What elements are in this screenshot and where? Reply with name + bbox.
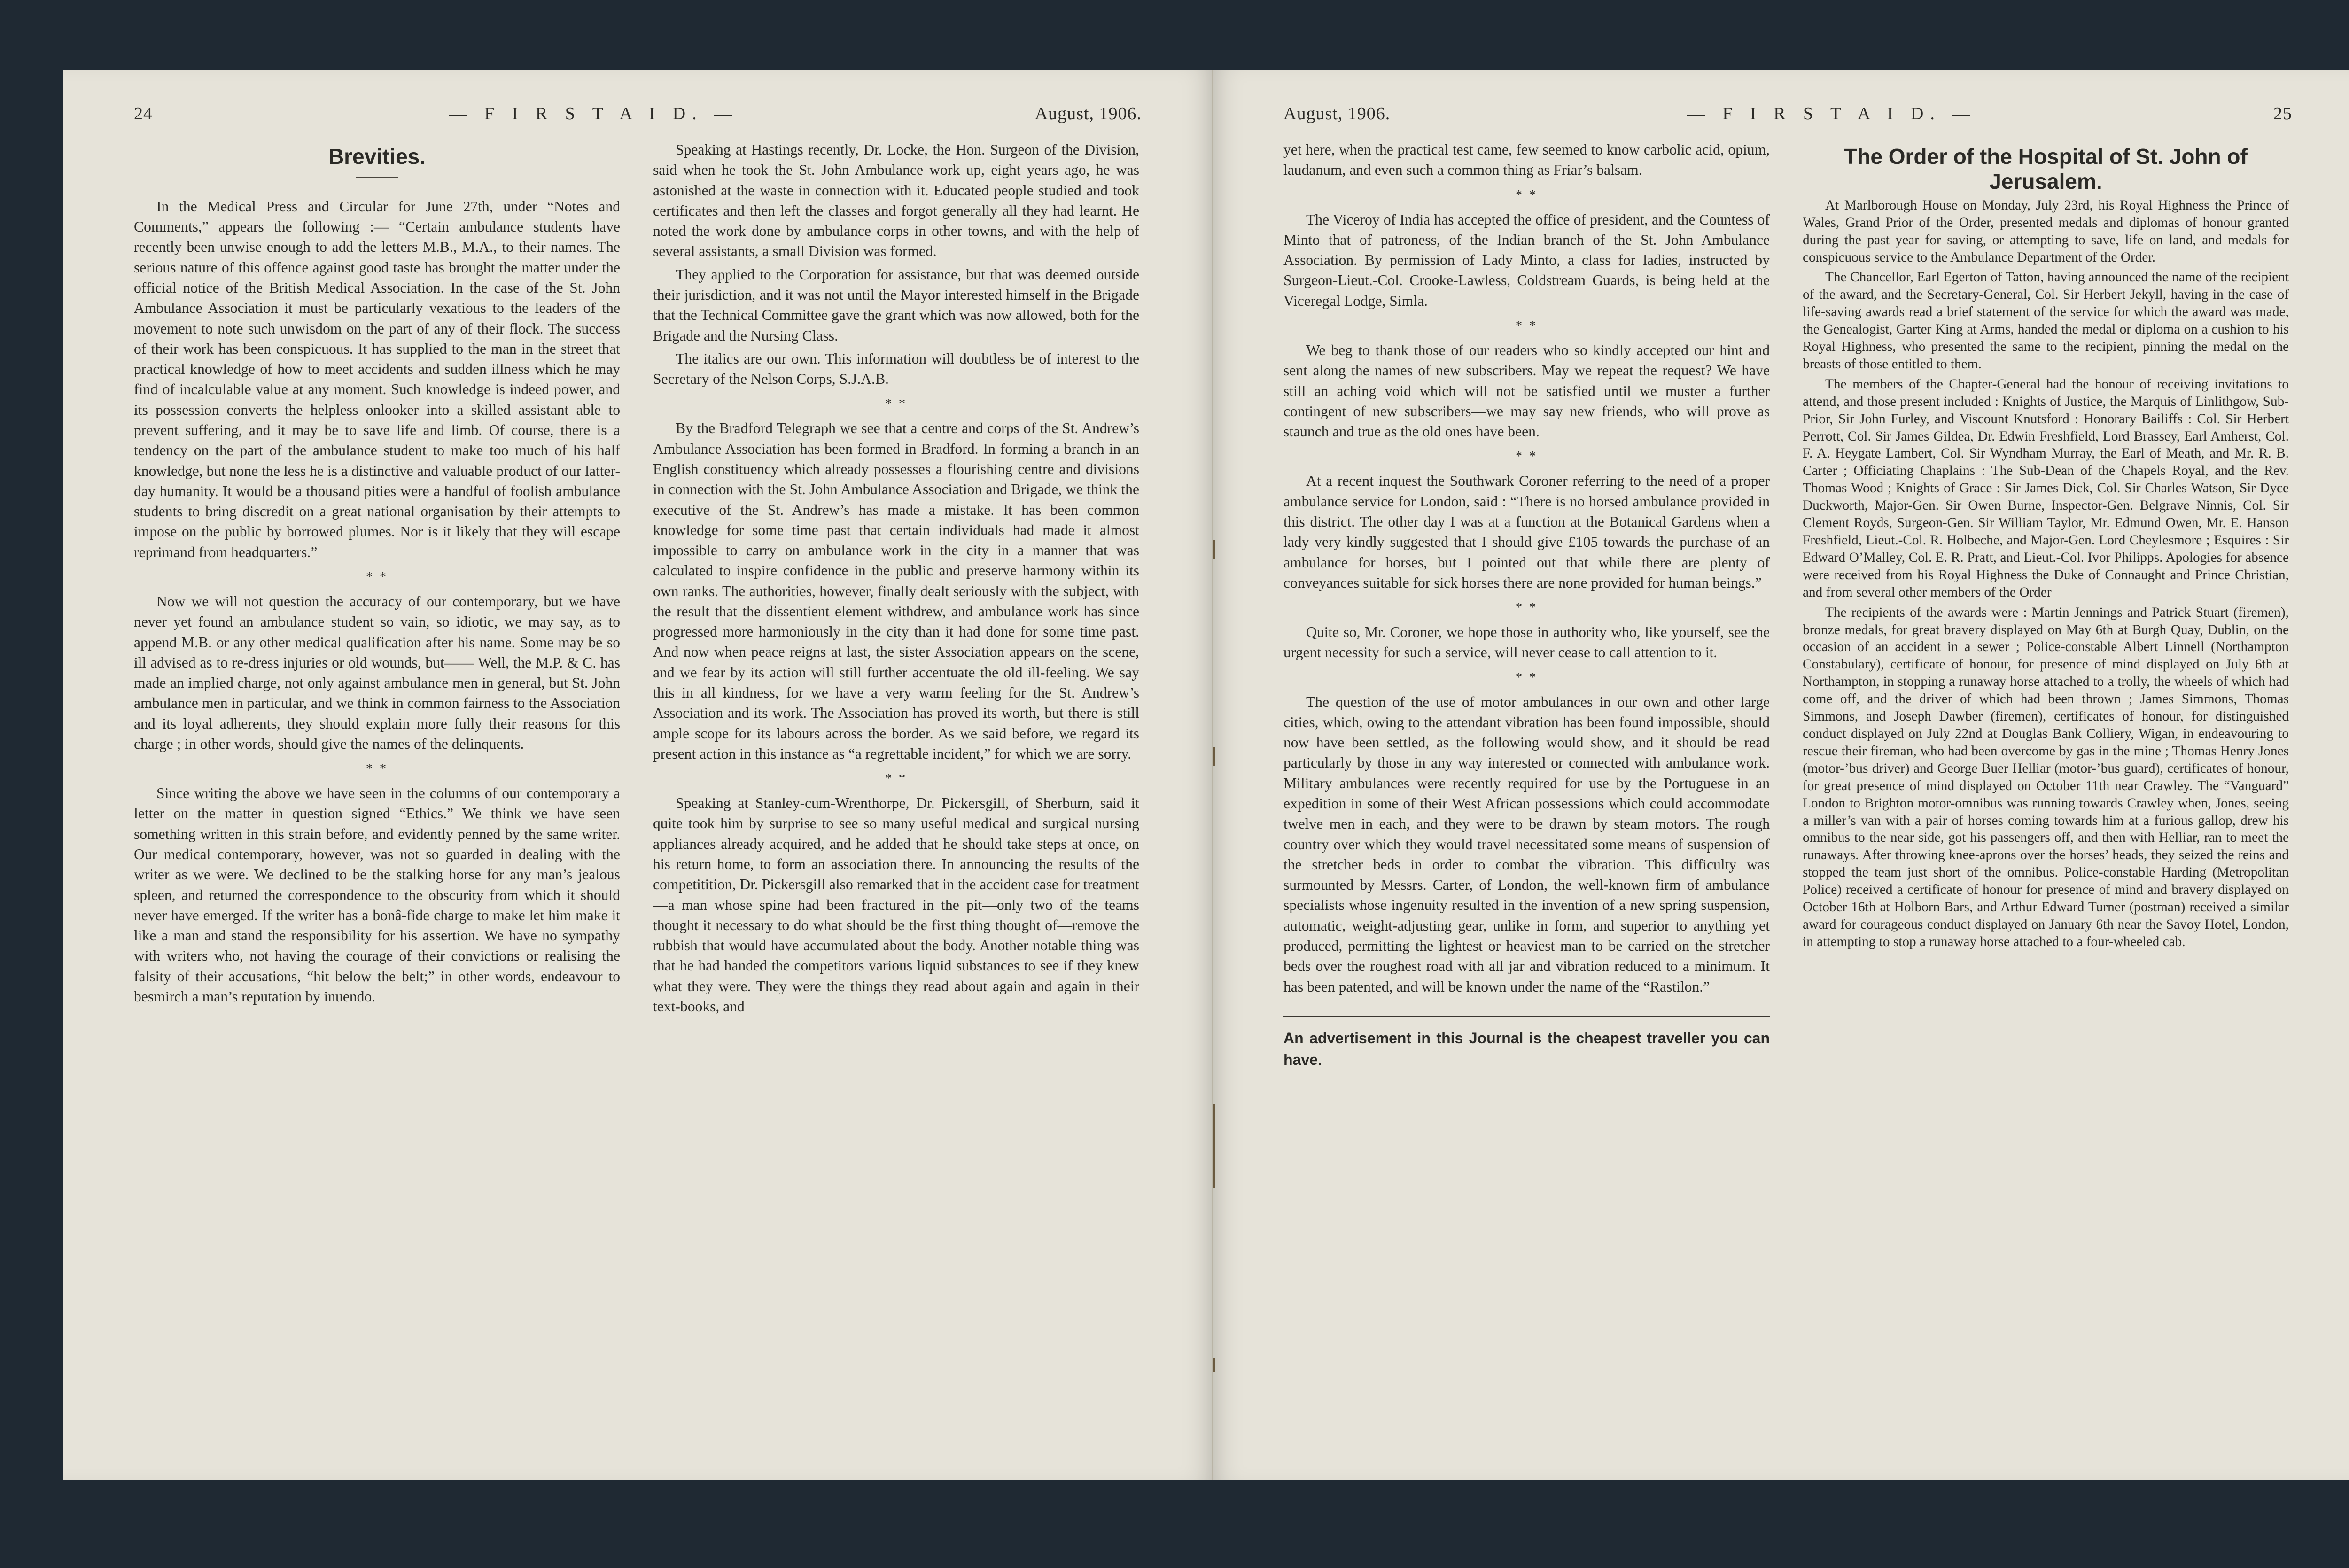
left-column-1 — [134, 140, 620, 1436]
issue-date: August, 1906. — [1034, 104, 1142, 124]
paragraph: Speaking at Stanley-cum-Wrenthorpe, Dr. Pickersgill, of Sherburn, said it quite took him by surprise to see so many useful medical and surgical nursing appliances already acquired, and he added that he should take steps at once, on his return home, to form an association there. In announcing the results of the competitition, Dr. Pickersgill also remarked that in the accident case for treatment—a man whose spine had been fractured in the pit—only two of the teams thought it necessary to do what should be the first thing thought of—remove the rubbish that would have accumulated about the body. Another notable thing was that he had handed the competitors various liquid substances to see if they knew what they were. They were the things they read about again and again in their text-books, and — [653, 795, 1139, 1015]
paragraph: The members of the Chapter-General had the honour of receiving invitations to attend, and those present included : Knights of Justice, the Marquis of Linlithgow, Sub-Prior, Sir John Furley, and Viscount Knutsford : Honorary Bailiffs : Col. Sir Herbert Perrott, Col. Sir James Gildea, Dr. Edwin Freshfield, Lord Brassey, Earl Amherst, Col. F. A. Heygate Lambert, Col. Sir Wyndham Murray, the Earl of Meath, and Mr. R. B. Carter ; Officiating Chaplains : The Sub-Dean of the Chapels Royal, and the Rev. Thomas Wood ; Knights of Grace : Sir James Dick, Col. Sir Charles Watson, Sir Dyce Duckworth, Major-Gen. Sir Owen Burne, Inspector-Gen. Belgrave Ninnis, Col. Sir Clement Royds, Surgeon-Gen. Sir William Taylor, Mr. Edmund Owen, Mr. E. Hanson Freshfield, Lieut.-Col. R. Holbeche, and Major-Gen. Lord Cheylesmore ; Esquires : Sir Edward O’Malley, Col. E. R. Pratt, and Lieut.-Col. Ivor Philipps. Apologies for absence were received from his Royal Highness the Duke of Connaught and Prince Christian, and from several other members of the Order — [1803, 376, 2289, 600]
section-title: The Order of the Hospital of St. John of Jerusalem. — [1844, 144, 2248, 194]
paragraph: Now we will not question the accuracy of our contemporary, but we have never yet found an ambulance student so vain, so idiotic, we may say, as to append M.B. or any other medical qualification after his name. Some may be so ill advised as to re-dress injuries or old wounds, but—— Well, the M.P. & C. has made an implied charge, not only against ambulance men in general, but St. John ambulance men in particular, and we think in common fairness to the Association and its loyal adherents, they should explain more fully their reasons for this charge ; in other words, should give the names of the delinquents. — [134, 593, 620, 752]
asterism: * * — [885, 771, 907, 786]
paragraph: In the Medical Press and Circular for June 27th, under “Notes and Comments,” appears the following :— “Certain ambulance students have recently been unwise enough to add the letters M.B., M.A., to their names. The serious nature of this offence against good taste has brought the matter under the official notice of the British Medical Association. In the case of the St. John Ambulance Association it must be particularly vexatious to the leaders of the movement to note such unwisdom on the part of any of their flock. The success of their work has been conspicuous. It has supplied to the man in the street that practical knowledge of how to meet accidents and sudden illness which he may find of incalculable value at any moment. Such knowledge is indeed power, and its possession converts the helpless onlooker into a skilled assistant able to prevent suffering, and it may be to save life and limb. Of course, there is a tendency on the part of the ambulance student to make too much of his half knowledge, but none the less he is a distinctive and valuable product of our latter-day humanity. It would be a thousand pities were a handful of foolish ambulance students to bring discredit on a great national organisation by their attempts to impose on the public by borrowed plumes. Nor is it likely that they will escape reprimand from headquarters.” — [134, 198, 620, 560]
journal-title: — F I R S T A I D. — — [449, 104, 739, 124]
journal-title: — F I R S T A I D. — — [1687, 104, 1977, 124]
paragraph: They applied to the Corporation for assistance, but that was deemed outside their jurisdiction, and it was not until the Mayor interested himself in the Brigade that the Technical Committee gave the grant which was now allowed, both for the Brigade and the Nursing Class. — [653, 266, 1139, 344]
asterism: * * — [885, 396, 907, 411]
asterism: * * — [1516, 187, 1538, 202]
page-number: 25 — [2273, 104, 2292, 124]
paragraph: Quite so, Mr. Coroner, we hope those in authority who, like yourself, see the urgent necessity for such a service, will never cease to call attention to it. — [1283, 624, 1770, 661]
paragraph: The Viceroy of India has accepted the office of president, and the Countess of Minto that of patroness, of the Indian branch of the St. John Ambulance Association. By permission of Lady Minto, a class for ladies, instructed by Surgeon-Lieut.-Col. Crooke-Lawless, Coldstream Guards, is being held at the Viceregal Lodge, Simla. — [1283, 211, 1770, 309]
right-page — [1213, 70, 2349, 1480]
asterism: * * — [1516, 318, 1538, 333]
asterism: * * — [1516, 449, 1538, 464]
paragraph: yet here, when the practical test came, few seemed to know carbolic acid, opium, laudanum, and even such a common thing as Friar’s balsam. — [1283, 141, 1770, 179]
paragraph: The recipients of the awards were : Martin Jennings and Patrick Stuart (firemen), bronze medals, for great bravery displayed on May 6th at Burgh Quay, Dublin, on the occasion of an accident in a sewer ; Police-constable Albert Linnell (Northampton Constabulary), certificate of honour, for presence of mind displayed on July 6th at Northampton, in stopping a runaway horse attached to a trolly, the wheels of which had come off, and the driver of which had been thrown ; James Simmons, Thomas Simmons, and Joseph Dawber (firemen), certificates of honour, for distinguished conduct displayed on July 22nd at Douglas Bank Colliery, Wigan, in endeavouring to rescue their fireman, who had been overcome by gas in the mine ; Thomas Henry Jones (motor-’bus driver) and George Buer Helliar (motor-’bus guard), certificates of honour, for great presence of mind displayed on October 11th near Crawley. The “Vanguard” London to Brighton motor-omnibus was running towards Crawley when, Jones, seeing a miller’s van with a pair of horses coming towards him at a furious gallop, drew his omnibus to the near side, got his passengers off, and then with Helliar, ran to meet the runaways. After throwing knee-aprons over the horses’ heads, they seized the reins and stopped the team just short of the omnibus. Police-constable Harding (Metropolitan Police) received a certificate of honour for presence of mind and bravery displayed on October 16th at Holborn Bars, and Arthur Edward Turner (postman) received a similar award for courageous conduct displayed on January 6th near the Savoy Hotel, London, in attempting to stop a runaway horse attached to a four-wheeled cab. — [1803, 605, 2289, 949]
title-rule — [356, 177, 398, 178]
advertisement-notice: An advertisement in this Journal is the cheapest traveller you can have. — [1283, 1016, 1770, 1071]
running-head-right — [1283, 103, 2292, 130]
binding-thread — [1213, 1358, 1215, 1372]
binding-thread — [1213, 1104, 1215, 1188]
binding-thread — [1213, 747, 1215, 766]
running-head-left — [134, 103, 1142, 130]
asterism: * * — [1516, 600, 1538, 615]
binding-thread — [1213, 540, 1215, 559]
paragraph: At Marlborough House on Monday, July 23rd, his Royal Highness the Prince of Wales, Grand Prior of the Order, presented medals and diplomas of honour granted during the past year for saving, or attempting to save, life on land, and medals for conspicuous service to the Ambulance Department of the Order. — [1803, 197, 2289, 265]
issue-date: August, 1906. — [1283, 104, 1391, 124]
paragraph: At a recent inquest the Southwark Coroner referring to the need of a proper ambulance service for London, said : “There is no horsed ambulance provided in this district. The other day I was at a function at the Botanical Gardens when a lady very kindly suggested that I should give £105 towards the purchase of an ambulance for horses, but I pointed out that while there are plenty of conveyances suitable for sick horses there are none provided for human beings.” — [1283, 473, 1770, 591]
magazine-spread — [63, 70, 2349, 1480]
right-column-1 — [1283, 140, 1770, 1436]
left-columns — [134, 140, 1142, 1436]
asterism: * * — [366, 761, 388, 776]
section-title: Brevities. — [328, 144, 426, 169]
left-column-2 — [653, 140, 1139, 1436]
paragraph: We beg to thank those of our readers who so kindly accepted our hint and sent along the names of new subscribers. May we repeat the request? We have still an aching void which will not be satisfied until we muster a further contingent of new subscribers—we may say new friends, who will prove as staunch and true as the old ones have been. — [1283, 342, 1770, 440]
left-page — [63, 70, 1213, 1480]
right-column-2 — [1803, 140, 2289, 1436]
paragraph: The Chancellor, Earl Egerton of Tatton, having announced the name of the recipient of the award, and the Secretary-General, Col. Sir Herbert Jekyll, having in the case of life-saving awards read a brief statement of the service for which the award was made, the Genealogist, Garter King at Arms, handed the medal or diploma on a cushion to his Royal Highness, who presented the same to the recipient, pinning the medal on the breasts of those entitled to them. — [1803, 270, 2289, 372]
paragraph: The italics are our own. This information will doubtless be of interest to the Secretary of the Nelson Corps, S.J.A.B. — [653, 350, 1139, 388]
paragraph: Speaking at Hastings recently, Dr. Locke, the Hon. Surgeon of the Division, said when he took the St. John Ambulance work up, eight years ago, he was astonished at the waste in connection with it. Educated people studied and took certificates and then left the classes and forgot generally all they had learnt. He noted the work done by ambulance corps in other towns, and with the help of several assistants, a small Division was formed. — [653, 141, 1139, 260]
asterism: * * — [1516, 670, 1538, 685]
paragraph: The question of the use of motor ambulances in our own and other large cities, which, owing to the attendant vibration has been found impossible, should now have been settled, as the following would show, and it should be read particularly by those in any way interested or connected with ambulance work. Military ambulances were recently required for use by the Portuguese in an expedition in some of their West African possessions which could accommodate twelve men in each, and they were to be drawn by steam motors. The rough country over which they would travel necessitated some means of suspension of the stretcher beds in order to combat the vibration. This difficulty was surmounted by Messrs. Carter, of London, the well-known firm of ambulance specialists whose ingenuity resulted in the invention of a new spring suspension, automatic, weight-adjusting gear, unlike in form, and superior to anything yet produced, permitting the lightest or heaviest man to be carried on the stretcher beds over the roughest road with all jar and vibration reduced to a minimum. It has been patented, and will be known under the name of the “Rastilon.” — [1283, 693, 1770, 995]
page-number: 24 — [134, 104, 153, 124]
paragraph: By the Bradford Telegraph we see that a centre and corps of the St. Andrew’s Ambulance Association has been formed in Bradford. In forming a branch in an English constituency which already possesses a flourishing centre and divisions in connection with the St. John Ambulance Association and Brigade, we think the executive of the St. Andrew’s has made a mistake. It has been common knowledge for some time past that certain individuals had made it almost impossible to carry on ambulance work in the city in a manner that was calculated to inspire confidence in the public and preserve harmony within its own ranks. The authorities, however, finally dealt seriously with the subject, with the result that the dissentient element withdrew, and ambulance work has since progressed more harmoniously in the city than it had done for some time past. And now when peace reigns at last, the sister Association appears on the scene, and we fear by its action will still further accentuate the old ill-feeling. We say this in all kindness, for we have a very warm feeling for the St. Andrew’s Association and its work. The Association has proved its worth, but there is still ample scope for its labours across the border. As we said before, we regard its present action in this instance as “a regrettable incident,” for which we are sorry. — [653, 420, 1139, 762]
asterism: * * — [366, 569, 388, 584]
right-columns — [1283, 140, 2292, 1436]
paragraph: Since writing the above we have seen in the columns of our contemporary a letter on the matter in question signed “Ethics.” We think we have seen something written in this strain before, and evidently penned by the same writer. Our medical contemporary, however, was not so guarded in dealing with the writer as we were. We declined to be the stalking horse for any man’s jealous spleen, and returned the correspondence to the obscurity from which it should never have emerged. If the writer has a bonâ-fide charge to make let him make it like a man and stand the responsibility for his assertion. We have no sympathy with writers who, not having the courage of their convictions or realising the falsity of their accusations, “hit below the belt;” in other words, endeavour to besmirch a man’s reputation by inuendo. — [134, 785, 620, 1005]
